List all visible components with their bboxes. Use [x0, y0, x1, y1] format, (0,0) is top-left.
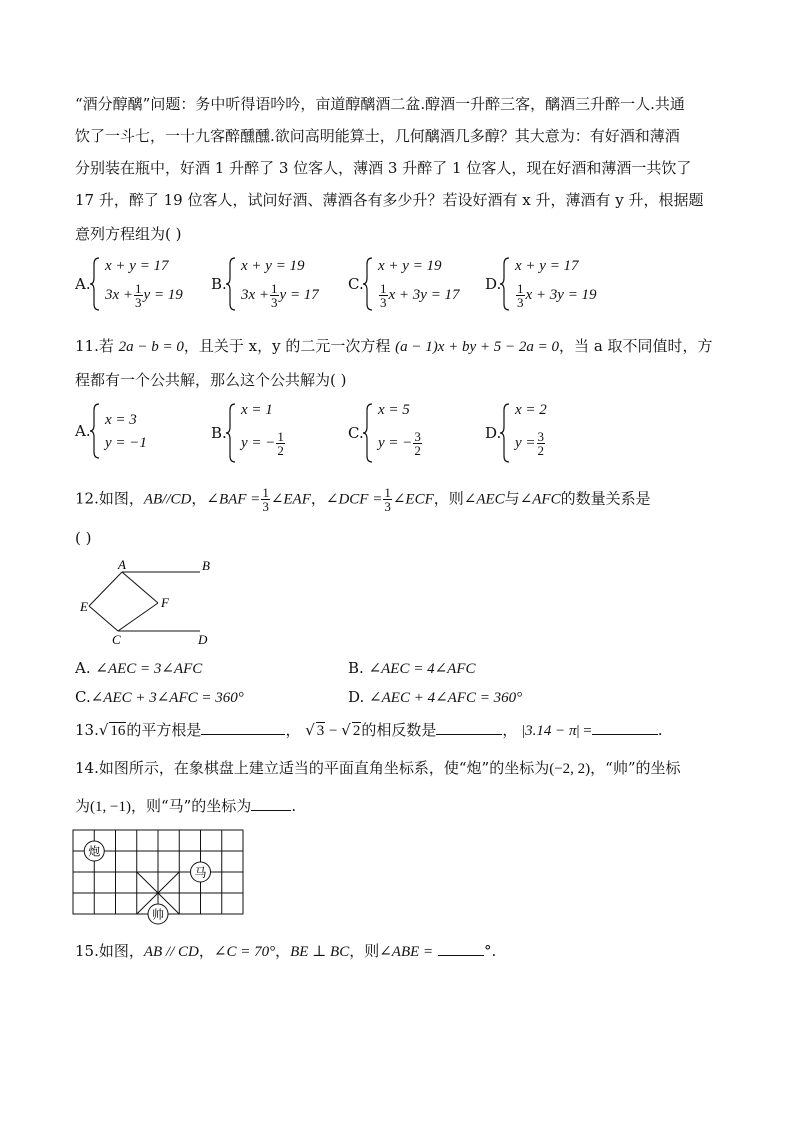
svg-text:炮: 炮: [88, 844, 101, 859]
label-d: D: [198, 632, 208, 647]
q10-line-1: “酒分醇醨”问题：务中听得语吟吟，亩道醇醨酒二盆.醇酒一升醉三客，醨酒三升醉一人.共通: [75, 95, 685, 113]
equation-2: y = $\frac{3}{2}$: [515, 429, 545, 458]
equation-2: 3x + $\frac{1}{3}$ y = 17: [241, 281, 319, 310]
option-label: C.: [348, 275, 364, 293]
q11-option-b[interactable]: [211, 402, 321, 464]
option-label: A.: [75, 275, 91, 293]
left-brace-icon: [499, 256, 511, 312]
q12-option-c[interactable]: C.∠AEC + 3∠AFC = 360°: [75, 688, 244, 706]
left-brace-icon: [499, 402, 511, 464]
q10-option-b[interactable]: [211, 256, 341, 312]
q12-option-d[interactable]: D. ∠AEC + 4∠AFC = 360°: [348, 688, 523, 706]
equation-2: 3x + $\frac{1}{3}$ y = 19: [105, 281, 183, 310]
q14-line-1: 14.如图所示，在象棋盘上建立适当的平面直角坐标系，使“炮”的坐标为(−2, 2)，“帅”的坐标: [75, 759, 681, 777]
q11-option-d[interactable]: [485, 402, 595, 464]
q12-figure: [72, 556, 222, 648]
chess-board-figure: [72, 829, 248, 927]
left-brace-icon: [225, 402, 237, 464]
equation-1: x = 2: [515, 402, 547, 418]
line-fc: [118, 603, 158, 631]
equation-1: x = 1: [241, 402, 273, 418]
equation-2: y = −1: [105, 435, 147, 451]
piece-shuai: [148, 904, 168, 924]
equation-2: y = − $\frac{3}{2}$: [378, 429, 421, 458]
q11-option-c[interactable]: [348, 402, 458, 464]
answer-blank-5[interactable]: [438, 941, 484, 956]
q13-line: 13.√ 16的平方根是 ， √ 3 − √ 2的相反数是 ， |3.14 − π| = .: [75, 721, 663, 739]
line-ae: [89, 572, 122, 606]
piece-ma: [191, 862, 211, 882]
equation-1: x = 3: [105, 412, 137, 428]
option-label: D.: [485, 275, 502, 293]
option-label: B.: [211, 275, 227, 293]
q14-line-2: 为(1, −1)，则“马”的坐标为 .: [75, 797, 297, 815]
option-label: C.: [348, 424, 364, 442]
answer-blank-2[interactable]: [436, 720, 502, 735]
answer-blank-3[interactable]: [592, 720, 658, 735]
q15-line: 15.如图，AB // CD，∠C = 70°，BE ⊥ BC，则∠ABE = °.: [75, 942, 497, 960]
q11-line-1: 11.若 2a − b = 0，且关于 x，y 的二元一次方程 (a − 1)x + by + 5 − 2a = 0，当 a 取不同值时，方: [75, 337, 713, 355]
equation-2: y = − $\frac{1}{2}$: [241, 429, 284, 458]
equation-1: x + y = 17: [515, 258, 579, 274]
q11-option-a[interactable]: [75, 402, 185, 460]
left-brace-icon: [225, 256, 237, 312]
q10-option-c[interactable]: [348, 256, 478, 312]
q10-line-5: 意列方程组为( ): [75, 225, 182, 243]
q10-line-4: 17 升，醉了 19 位客人，试问好酒、薄酒各有多少升？若设好酒有 x 升，薄酒有 y 升，根据题: [75, 191, 704, 209]
q11-line-2: 程都有一个公共解，那么这个公共解为( ): [75, 371, 347, 389]
left-brace-icon: [89, 402, 101, 460]
q12-option-a[interactable]: A. ∠AEC = 3∠AFC: [75, 659, 203, 677]
equation-1: x + y = 19: [378, 258, 442, 274]
svg-text:马: 马: [194, 865, 207, 880]
line-af: [122, 572, 158, 603]
label-f: F: [161, 595, 169, 610]
q10-option-d[interactable]: [485, 256, 615, 312]
equation-2: $\frac{1}{3}$ x + 3y = 17: [380, 281, 460, 310]
equation-2: $\frac{1}{3}$ x + 3y = 19: [517, 281, 597, 310]
q12-line-1: 12.如图，AB//CD，∠BAF = $\frac{1}{3}$ ∠EAF，∠DCF = $\frac{1}{3}$ ∠ECF，则∠AEC与∠AFC的数量关系是: [75, 485, 651, 514]
q12-option-b[interactable]: B. ∠AEC = 4∠AFC: [348, 659, 476, 677]
q10-line-3: 分别装在瓶中，好酒 1 升醉了 3 位客人，薄酒 3 升醉了 1 位客人，现在好酒和薄酒一共饮了: [75, 159, 692, 177]
option-label: A.: [75, 422, 91, 440]
label-b: B: [202, 558, 210, 573]
line-ec: [89, 606, 118, 631]
left-brace-icon: [362, 256, 374, 312]
equation-1: x = 5: [378, 402, 410, 418]
answer-blank-1[interactable]: [201, 720, 285, 735]
option-label: D.: [485, 424, 502, 442]
svg-text:帅: 帅: [151, 907, 165, 922]
option-label: B.: [211, 424, 227, 442]
equation-1: x + y = 19: [241, 258, 305, 274]
label-a: A: [118, 557, 126, 572]
answer-blank-4[interactable]: [251, 796, 291, 811]
label-e: E: [80, 599, 88, 614]
left-brace-icon: [89, 256, 101, 312]
left-brace-icon: [362, 402, 374, 464]
q12-line-2: ( ): [75, 529, 92, 547]
q10-option-a[interactable]: [75, 256, 205, 312]
label-c: C: [112, 632, 121, 647]
q10-line-2: 饮了一斗七，一十九客醉醺醺.欲问高明能算士，几何醨酒几多醇？其大意为：有好酒和薄酒: [75, 127, 680, 145]
piece-pao: [84, 841, 104, 861]
equation-1: x + y = 17: [105, 258, 169, 274]
